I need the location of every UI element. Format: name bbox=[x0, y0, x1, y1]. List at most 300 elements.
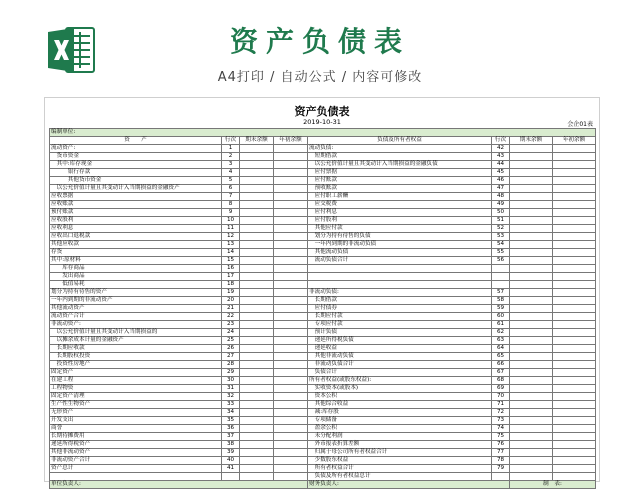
asset-line-cell: 26 bbox=[222, 345, 240, 353]
liability-end-cell bbox=[510, 425, 553, 433]
liability-begin-cell bbox=[553, 345, 596, 353]
liability-line-cell: 75 bbox=[492, 433, 510, 441]
liability-line-cell: 65 bbox=[492, 353, 510, 361]
hero-subtitle: A4打印 / 自动公式 / 内容可修改 bbox=[217, 70, 423, 85]
liability-end-cell bbox=[510, 249, 553, 257]
liability-name-cell: 递延收益 bbox=[308, 345, 492, 353]
liability-line-cell bbox=[492, 265, 510, 273]
asset-begin-cell bbox=[274, 417, 308, 425]
liability-name-cell: 非流动负债: bbox=[308, 289, 492, 297]
asset-name-cell: 长期股权投资 bbox=[50, 353, 222, 361]
asset-begin-cell bbox=[274, 225, 308, 233]
liability-line-cell: 64 bbox=[492, 345, 510, 353]
liability-begin-cell bbox=[553, 297, 596, 305]
liability-name-cell: 应付利息 bbox=[308, 209, 492, 217]
liability-line-cell: 57 bbox=[492, 289, 510, 297]
liability-name-cell: 短期借款 bbox=[308, 153, 492, 161]
liability-line-cell: 66 bbox=[492, 361, 510, 369]
liability-end-cell bbox=[510, 377, 553, 385]
liability-begin-cell bbox=[553, 153, 596, 161]
liability-end-cell bbox=[510, 305, 553, 313]
asset-begin-cell bbox=[274, 329, 308, 337]
asset-end-cell bbox=[240, 361, 274, 369]
table-row bbox=[50, 409, 596, 417]
asset-begin-cell bbox=[274, 457, 308, 465]
liability-line-cell: 48 bbox=[492, 193, 510, 201]
asset-name-cell: 无形资产 bbox=[50, 409, 222, 417]
asset-begin-cell bbox=[274, 153, 308, 161]
asset-end-cell bbox=[240, 385, 274, 393]
asset-name-cell: 存货 bbox=[50, 249, 222, 257]
liability-end-cell bbox=[510, 161, 553, 169]
liability-name-cell: 应付债券 bbox=[308, 305, 492, 313]
liability-line-cell: 67 bbox=[492, 369, 510, 377]
liability-end-cell bbox=[510, 217, 553, 225]
asset-end-cell bbox=[240, 449, 274, 457]
asset-end-cell bbox=[240, 249, 274, 257]
liability-end-cell bbox=[510, 409, 553, 417]
asset-line-cell: 20 bbox=[222, 297, 240, 305]
liability-line-cell: 44 bbox=[492, 161, 510, 169]
liability-name-cell: 一年内到期的非流动负债 bbox=[308, 241, 492, 249]
liability-name-cell: 其他综合收益 bbox=[308, 401, 492, 409]
liability-line-cell: 45 bbox=[492, 169, 510, 177]
liability-end-cell bbox=[510, 473, 553, 481]
liability-line-cell: 70 bbox=[492, 393, 510, 401]
liability-name-cell bbox=[308, 273, 492, 281]
header-cell: 行次 bbox=[222, 137, 240, 145]
liability-name-cell: 未分配利润 bbox=[308, 433, 492, 441]
asset-name-cell: 低值易耗 bbox=[50, 281, 222, 289]
liability-line-cell: 69 bbox=[492, 385, 510, 393]
asset-line-cell: 31 bbox=[222, 385, 240, 393]
asset-line-cell: 39 bbox=[222, 449, 240, 457]
liability-begin-cell bbox=[553, 385, 596, 393]
asset-name-cell: 以摊余成本计量的金融资产 bbox=[50, 337, 222, 345]
liability-name-cell: 应付职工薪酬 bbox=[308, 193, 492, 201]
asset-line-cell: 41 bbox=[222, 465, 240, 473]
asset-name-cell: 应收利息 bbox=[50, 225, 222, 233]
asset-name-cell: 以公允价值计量且其变动计入当期损益的 bbox=[50, 329, 222, 337]
liability-name-cell: 专项应付款 bbox=[308, 321, 492, 329]
asset-begin-cell bbox=[274, 441, 308, 449]
asset-line-cell: 23 bbox=[222, 321, 240, 329]
liability-begin-cell bbox=[553, 457, 596, 465]
asset-line-cell: 35 bbox=[222, 417, 240, 425]
liability-end-cell bbox=[510, 393, 553, 401]
asset-name-cell: 递延所得税资产 bbox=[50, 441, 222, 449]
table-row bbox=[50, 441, 596, 449]
asset-line-cell: 3 bbox=[222, 161, 240, 169]
liability-begin-cell bbox=[553, 409, 596, 417]
table-row bbox=[50, 241, 596, 249]
asset-name-cell: 货币资金 bbox=[50, 153, 222, 161]
asset-end-cell bbox=[240, 241, 274, 249]
asset-line-cell: 28 bbox=[222, 361, 240, 369]
liability-begin-cell bbox=[553, 305, 596, 313]
asset-line-cell: 24 bbox=[222, 329, 240, 337]
table-row bbox=[50, 249, 596, 257]
liability-begin-cell bbox=[553, 241, 596, 249]
balance-sheet-table bbox=[49, 128, 596, 489]
asset-begin-cell bbox=[274, 169, 308, 177]
liability-end-cell bbox=[510, 241, 553, 249]
asset-end-cell bbox=[240, 329, 274, 337]
asset-end-cell bbox=[240, 321, 274, 329]
table-row bbox=[50, 201, 596, 209]
asset-begin-cell bbox=[274, 257, 308, 265]
asset-line-cell: 7 bbox=[222, 193, 240, 201]
asset-line-cell: 34 bbox=[222, 409, 240, 417]
asset-line-cell: 13 bbox=[222, 241, 240, 249]
liability-begin-cell bbox=[553, 393, 596, 401]
asset-line-cell: 36 bbox=[222, 425, 240, 433]
asset-line-cell: 33 bbox=[222, 401, 240, 409]
liability-name-cell: 长期应付款 bbox=[308, 313, 492, 321]
asset-line-cell: 1 bbox=[222, 145, 240, 153]
liability-end-cell bbox=[510, 209, 553, 217]
liability-begin-cell bbox=[553, 209, 596, 217]
liability-end-cell bbox=[510, 225, 553, 233]
liability-name-cell: 流动负债: bbox=[308, 145, 492, 153]
asset-begin-cell bbox=[274, 233, 308, 241]
liability-name-cell: 所有者权益合计 bbox=[308, 465, 492, 473]
asset-name-cell: 开发支出 bbox=[50, 417, 222, 425]
liability-line-cell: 46 bbox=[492, 177, 510, 185]
liability-name-cell: 其他非流动负债 bbox=[308, 353, 492, 361]
asset-end-cell bbox=[240, 297, 274, 305]
asset-end-cell bbox=[240, 417, 274, 425]
table-row bbox=[50, 217, 596, 225]
asset-end-cell bbox=[240, 409, 274, 417]
asset-begin-cell bbox=[274, 385, 308, 393]
header-cell: 资 产 bbox=[50, 137, 222, 145]
unit-row bbox=[50, 129, 596, 137]
liability-line-cell: 74 bbox=[492, 425, 510, 433]
liability-begin-cell bbox=[553, 249, 596, 257]
liability-end-cell bbox=[510, 465, 553, 473]
asset-name-cell: 其中:库存现金 bbox=[50, 161, 222, 169]
header-cell: 负债及所有者权益 bbox=[308, 137, 492, 145]
asset-line-cell: 38 bbox=[222, 441, 240, 449]
asset-line-cell: 21 bbox=[222, 305, 240, 313]
liability-line-cell: 54 bbox=[492, 241, 510, 249]
asset-end-cell bbox=[240, 225, 274, 233]
liability-name-cell bbox=[308, 281, 492, 289]
table-row bbox=[50, 417, 596, 425]
liability-end-cell bbox=[510, 177, 553, 185]
liability-name-cell: 盈余公积 bbox=[308, 425, 492, 433]
asset-begin-cell bbox=[274, 449, 308, 457]
liability-end-cell bbox=[510, 329, 553, 337]
asset-line-cell: 40 bbox=[222, 457, 240, 465]
liability-end-cell bbox=[510, 353, 553, 361]
liability-end-cell bbox=[510, 273, 553, 281]
liability-line-cell: 59 bbox=[492, 305, 510, 313]
liability-begin-cell bbox=[553, 473, 596, 481]
table-row bbox=[50, 377, 596, 385]
asset-begin-cell bbox=[274, 185, 308, 193]
liability-line-cell: 77 bbox=[492, 449, 510, 457]
liability-begin-cell bbox=[553, 217, 596, 225]
liability-line-cell: 58 bbox=[492, 297, 510, 305]
liability-begin-cell bbox=[553, 185, 596, 193]
header-cell: 行次 bbox=[492, 137, 510, 145]
liability-line-cell: 50 bbox=[492, 209, 510, 217]
asset-begin-cell bbox=[274, 465, 308, 473]
asset-line-cell: 12 bbox=[222, 233, 240, 241]
asset-name-cell: 一年内到期的非流动资产 bbox=[50, 297, 222, 305]
liability-begin-cell bbox=[553, 465, 596, 473]
liability-begin-cell bbox=[553, 417, 596, 425]
asset-begin-cell bbox=[274, 337, 308, 345]
asset-end-cell bbox=[240, 377, 274, 385]
asset-line-cell: 22 bbox=[222, 313, 240, 321]
asset-name-cell: 发出商品 bbox=[50, 273, 222, 281]
table-row bbox=[50, 153, 596, 161]
asset-end-cell bbox=[240, 457, 274, 465]
asset-begin-cell bbox=[274, 217, 308, 225]
liability-line-cell: 72 bbox=[492, 409, 510, 417]
table-row bbox=[50, 225, 596, 233]
table-row bbox=[50, 297, 596, 305]
asset-line-cell: 37 bbox=[222, 433, 240, 441]
asset-name-cell: 其他应收款 bbox=[50, 241, 222, 249]
asset-end-cell bbox=[240, 401, 274, 409]
asset-begin-cell bbox=[274, 281, 308, 289]
asset-end-cell bbox=[240, 369, 274, 377]
table-row bbox=[50, 257, 596, 265]
asset-name-cell: 非流动资产: bbox=[50, 321, 222, 329]
asset-end-cell bbox=[240, 185, 274, 193]
asset-name-cell: 库存商品 bbox=[50, 265, 222, 273]
liability-begin-cell bbox=[553, 353, 596, 361]
asset-name-cell: 应收票据 bbox=[50, 193, 222, 201]
table-row bbox=[50, 361, 596, 369]
liability-line-cell: 47 bbox=[492, 185, 510, 193]
asset-begin-cell bbox=[274, 145, 308, 153]
liability-line-cell bbox=[492, 281, 510, 289]
asset-name-cell: 银行存款 bbox=[50, 169, 222, 177]
asset-end-cell bbox=[240, 433, 274, 441]
liability-name-cell: 长期借款 bbox=[308, 297, 492, 305]
unit-leader-label: 单位负责人: bbox=[50, 481, 308, 489]
asset-begin-cell bbox=[274, 345, 308, 353]
liability-line-cell: 79 bbox=[492, 465, 510, 473]
asset-name-cell: 长期待摊费用 bbox=[50, 433, 222, 441]
liability-name-cell: 应交税费 bbox=[308, 201, 492, 209]
table-row bbox=[50, 169, 596, 177]
liability-line-cell: 55 bbox=[492, 249, 510, 257]
asset-end-cell bbox=[240, 161, 274, 169]
asset-line-cell: 6 bbox=[222, 185, 240, 193]
liability-begin-cell bbox=[553, 201, 596, 209]
liability-end-cell bbox=[510, 401, 553, 409]
table-row bbox=[50, 393, 596, 401]
asset-end-cell bbox=[240, 169, 274, 177]
asset-name-cell: 投资性房地产 bbox=[50, 361, 222, 369]
liability-name-cell: 划分为持有待售的负债 bbox=[308, 233, 492, 241]
liability-name-cell: 非流动负债合计 bbox=[308, 361, 492, 369]
liability-end-cell bbox=[510, 257, 553, 265]
liability-name-cell: 实收资本(或股本) bbox=[308, 385, 492, 393]
liability-name-cell: 应付票据 bbox=[308, 169, 492, 177]
liability-end-cell bbox=[510, 185, 553, 193]
asset-begin-cell bbox=[274, 361, 308, 369]
asset-begin-cell bbox=[274, 409, 308, 417]
asset-name-cell: 固定资产 bbox=[50, 369, 222, 377]
header-row bbox=[50, 137, 596, 145]
asset-name-cell: 应收股利 bbox=[50, 217, 222, 225]
asset-begin-cell bbox=[274, 209, 308, 217]
asset-begin-cell bbox=[274, 193, 308, 201]
liability-begin-cell bbox=[553, 273, 596, 281]
asset-name-cell: 商誉 bbox=[50, 425, 222, 433]
table-row bbox=[50, 473, 596, 481]
asset-begin-cell bbox=[274, 369, 308, 377]
asset-end-cell bbox=[240, 193, 274, 201]
table-row bbox=[50, 281, 596, 289]
asset-end-cell bbox=[240, 201, 274, 209]
asset-line-cell: 27 bbox=[222, 353, 240, 361]
asset-line-cell: 19 bbox=[222, 289, 240, 297]
asset-begin-cell bbox=[274, 425, 308, 433]
liability-line-cell: 42 bbox=[492, 145, 510, 153]
liability-name-cell: 外币报表折算差额 bbox=[308, 441, 492, 449]
liability-line-cell: 60 bbox=[492, 313, 510, 321]
asset-end-cell bbox=[240, 217, 274, 225]
table-row bbox=[50, 209, 596, 217]
asset-line-cell: 8 bbox=[222, 201, 240, 209]
asset-end-cell bbox=[240, 145, 274, 153]
asset-end-cell bbox=[240, 473, 274, 481]
asset-line-cell: 4 bbox=[222, 169, 240, 177]
asset-end-cell bbox=[240, 425, 274, 433]
asset-name-cell: 流动资产: bbox=[50, 145, 222, 153]
asset-end-cell bbox=[240, 305, 274, 313]
asset-line-cell: 5 bbox=[222, 177, 240, 185]
liability-end-cell bbox=[510, 433, 553, 441]
asset-name-cell: 在建工程 bbox=[50, 377, 222, 385]
table-row bbox=[50, 177, 596, 185]
asset-name-cell: 应收出口退税款 bbox=[50, 233, 222, 241]
liability-name-cell: 预计负债 bbox=[308, 329, 492, 337]
asset-begin-cell bbox=[274, 305, 308, 313]
asset-end-cell bbox=[240, 393, 274, 401]
liability-end-cell bbox=[510, 169, 553, 177]
unit-label: 编制单位: bbox=[50, 129, 596, 137]
asset-line-cell: 2 bbox=[222, 153, 240, 161]
liability-end-cell bbox=[510, 145, 553, 153]
asset-begin-cell bbox=[274, 433, 308, 441]
liability-end-cell bbox=[510, 417, 553, 425]
asset-begin-cell bbox=[274, 289, 308, 297]
liability-line-cell bbox=[492, 273, 510, 281]
asset-name-cell: 划分为持有待售的资产 bbox=[50, 289, 222, 297]
asset-begin-cell bbox=[274, 241, 308, 249]
liability-begin-cell bbox=[553, 265, 596, 273]
asset-end-cell bbox=[240, 289, 274, 297]
liability-name-cell: 负债合计 bbox=[308, 369, 492, 377]
liability-end-cell bbox=[510, 281, 553, 289]
asset-name-cell: 长期应收款 bbox=[50, 345, 222, 353]
liability-begin-cell bbox=[553, 449, 596, 457]
asset-begin-cell bbox=[274, 297, 308, 305]
liability-line-cell: 51 bbox=[492, 217, 510, 225]
asset-begin-cell bbox=[274, 321, 308, 329]
asset-end-cell bbox=[240, 265, 274, 273]
liability-begin-cell bbox=[553, 361, 596, 369]
liability-begin-cell bbox=[553, 313, 596, 321]
asset-line-cell: 17 bbox=[222, 273, 240, 281]
asset-name-cell: 以公允价值计量且其变动计入当期损益的金融资产 bbox=[50, 185, 222, 193]
liability-line-cell bbox=[492, 473, 510, 481]
spreadsheet-preview bbox=[44, 97, 600, 487]
preparer-label: 制 表: bbox=[510, 481, 596, 489]
asset-begin-cell bbox=[274, 161, 308, 169]
asset-begin-cell bbox=[274, 273, 308, 281]
asset-name-cell bbox=[50, 473, 222, 481]
table-row bbox=[50, 145, 596, 153]
asset-name-cell: 固定资产清理 bbox=[50, 393, 222, 401]
asset-line-cell: 25 bbox=[222, 337, 240, 345]
liability-begin-cell bbox=[553, 425, 596, 433]
liability-name-cell: 其他应付款 bbox=[308, 225, 492, 233]
table-row bbox=[50, 425, 596, 433]
sheet-title: 资产负债表 bbox=[294, 105, 350, 118]
liability-line-cell: 52 bbox=[492, 225, 510, 233]
asset-name-cell: 其他货币资金 bbox=[50, 177, 222, 185]
liability-begin-cell bbox=[553, 169, 596, 177]
liability-name-cell bbox=[308, 265, 492, 273]
liability-end-cell bbox=[510, 441, 553, 449]
footer-row bbox=[50, 481, 596, 489]
liability-line-cell: 68 bbox=[492, 377, 510, 385]
liability-end-cell bbox=[510, 313, 553, 321]
asset-name-cell: 预付账款 bbox=[50, 209, 222, 217]
asset-name-cell: 其他流动资产 bbox=[50, 305, 222, 313]
asset-line-cell: 16 bbox=[222, 265, 240, 273]
table-row bbox=[50, 465, 596, 473]
liability-name-cell: 流动负债合计 bbox=[308, 257, 492, 265]
liability-end-cell bbox=[510, 385, 553, 393]
table-row bbox=[50, 313, 596, 321]
asset-name-cell: 其他非流动资产 bbox=[50, 449, 222, 457]
liability-name-cell: 归属于母公司所有者权益合计 bbox=[308, 449, 492, 457]
liability-end-cell bbox=[510, 193, 553, 201]
asset-end-cell bbox=[240, 465, 274, 473]
liability-begin-cell bbox=[553, 441, 596, 449]
liability-name-cell: 其他流动负债 bbox=[308, 249, 492, 257]
liability-begin-cell bbox=[553, 329, 596, 337]
liability-line-cell: 56 bbox=[492, 257, 510, 265]
asset-line-cell: 30 bbox=[222, 377, 240, 385]
asset-line-cell: 32 bbox=[222, 393, 240, 401]
asset-begin-cell bbox=[274, 473, 308, 481]
asset-end-cell bbox=[240, 257, 274, 265]
liability-begin-cell bbox=[553, 433, 596, 441]
liability-line-cell: 62 bbox=[492, 329, 510, 337]
asset-begin-cell bbox=[274, 401, 308, 409]
liability-line-cell: 63 bbox=[492, 337, 510, 345]
liability-name-cell: 应付股利 bbox=[308, 217, 492, 225]
liability-name-cell: 应付账款 bbox=[308, 177, 492, 185]
header-cell: 期末余额 bbox=[240, 137, 274, 145]
liability-end-cell bbox=[510, 337, 553, 345]
table-row bbox=[50, 369, 596, 377]
liability-begin-cell bbox=[553, 145, 596, 153]
asset-begin-cell bbox=[274, 177, 308, 185]
